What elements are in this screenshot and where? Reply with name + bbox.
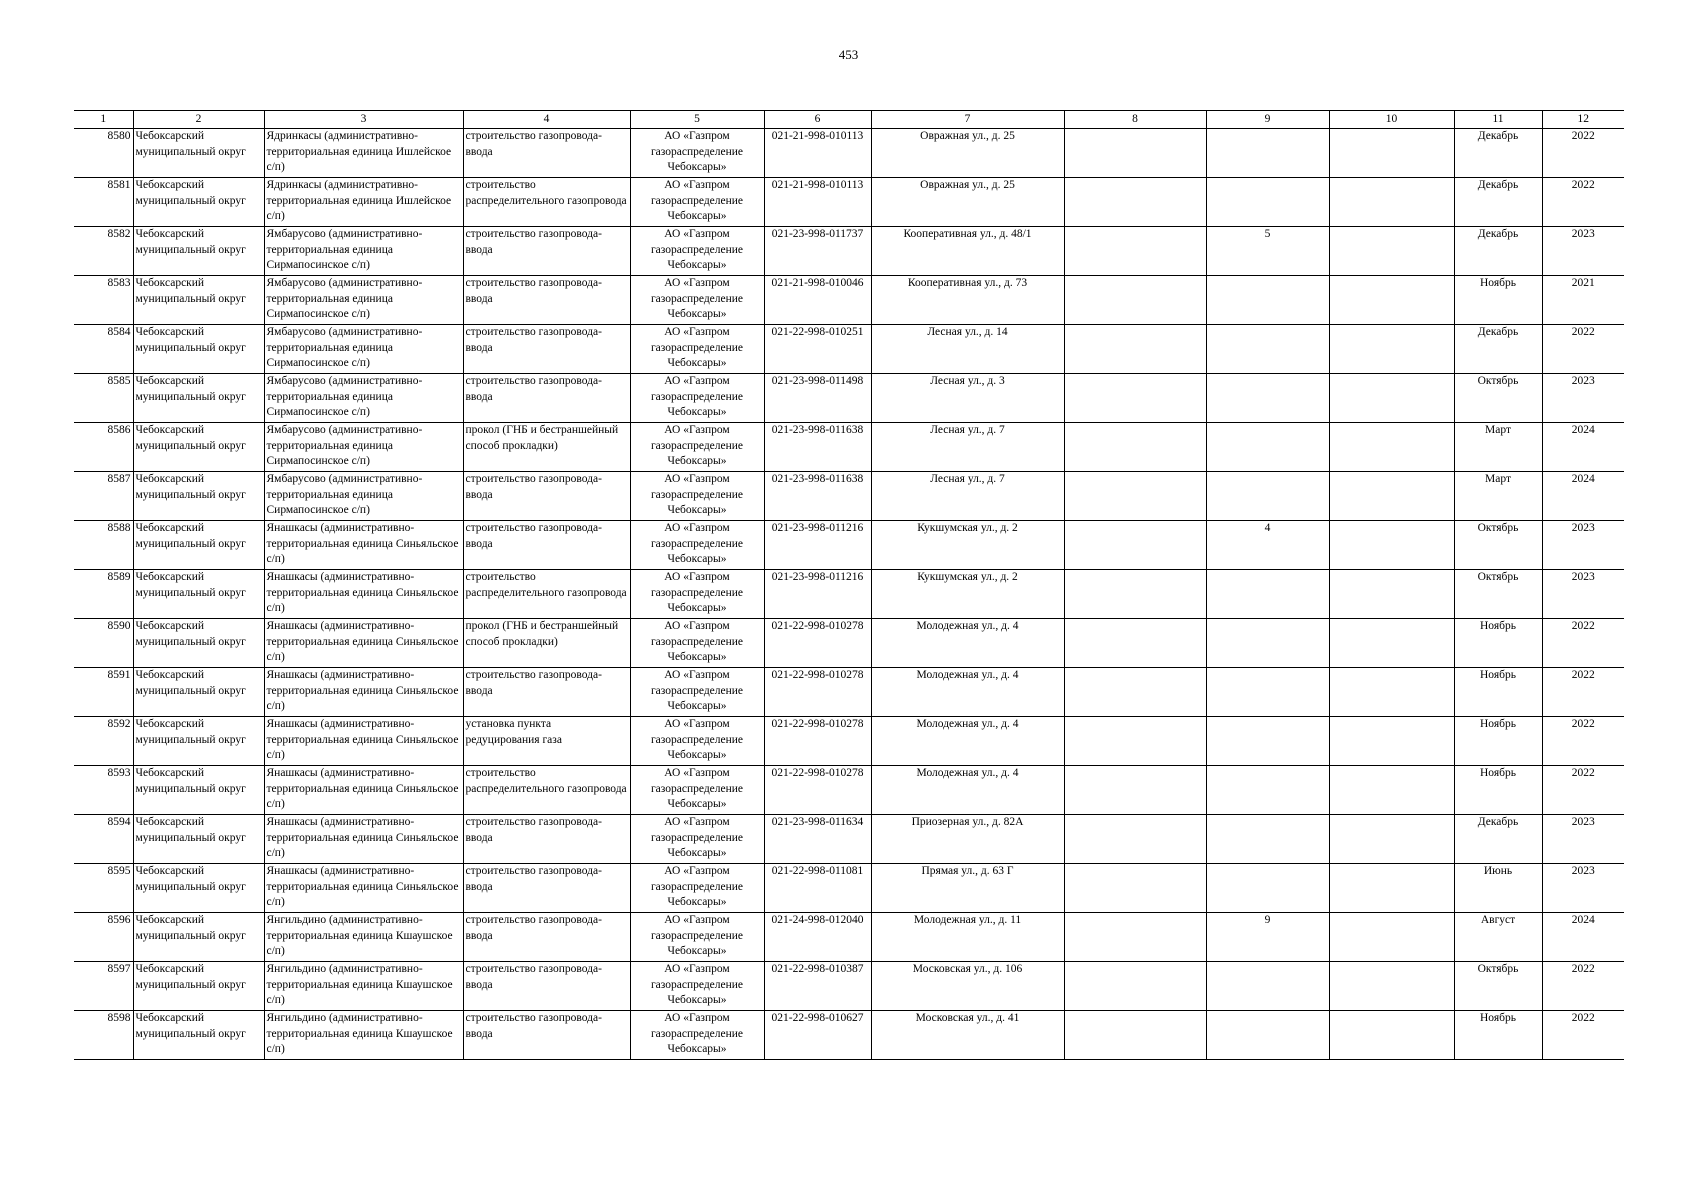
work-type-cell: строительство газопровода-ввода <box>463 815 630 864</box>
year-cell: 2023 <box>1542 570 1624 619</box>
column-9-cell <box>1206 1011 1329 1060</box>
settlement-cell: Ямбарусово (административно-территориальная единица Сирмапосинское с/п) <box>264 374 463 423</box>
column-8-cell <box>1064 766 1206 815</box>
table-body <box>74 129 1624 1060</box>
work-type-cell: строительство распределительного газопровода <box>463 570 630 619</box>
record-number-cell: 8595 <box>74 864 133 913</box>
district-cell: Чебоксарский муниципальный округ <box>133 374 264 423</box>
organization-cell: АО «Газпром газораспределение Чебоксары» <box>630 717 764 766</box>
address-cell: Московская ул., д. 106 <box>871 962 1064 1011</box>
column-8-cell <box>1064 423 1206 472</box>
column-9-cell <box>1206 717 1329 766</box>
application-number-cell: 021-22-998-010387 <box>764 962 871 1011</box>
work-type-cell: строительство распределительного газопровода <box>463 178 630 227</box>
settlement-cell: Янашкасы (административно-территориальная единица Синьяльское с/п) <box>264 717 463 766</box>
address-cell: Молодежная ул., д. 4 <box>871 668 1064 717</box>
column-10-cell <box>1329 717 1454 766</box>
year-cell: 2024 <box>1542 472 1624 521</box>
organization-cell: АО «Газпром газораспределение Чебоксары» <box>630 325 764 374</box>
record-number-cell: 8589 <box>74 570 133 619</box>
district-cell: Чебоксарский муниципальный округ <box>133 1011 264 1060</box>
table-row <box>74 1011 1624 1060</box>
work-type-cell: строительство газопровода-ввода <box>463 374 630 423</box>
district-cell: Чебоксарский муниципальный округ <box>133 227 264 276</box>
settlement-cell: Ядринкасы (административно-территориальная единица Ишлейское с/п) <box>264 129 463 178</box>
address-cell: Лесная ул., д. 7 <box>871 423 1064 472</box>
work-type-cell: установка пункта редуцирования газа <box>463 717 630 766</box>
table-row <box>74 864 1624 913</box>
work-type-cell: строительство газопровода-ввода <box>463 913 630 962</box>
column-9-cell: 9 <box>1206 913 1329 962</box>
address-cell: Прямая ул., д. 63 Г <box>871 864 1064 913</box>
month-cell: Декабрь <box>1454 129 1542 178</box>
organization-cell: АО «Газпром газораспределение Чебоксары» <box>630 668 764 717</box>
address-cell: Кооперативная ул., д. 73 <box>871 276 1064 325</box>
column-header: 2 <box>133 111 264 129</box>
column-8-cell <box>1064 717 1206 766</box>
district-cell: Чебоксарский муниципальный округ <box>133 570 264 619</box>
column-9-cell: 4 <box>1206 521 1329 570</box>
address-cell: Московская ул., д. 41 <box>871 1011 1064 1060</box>
table-row <box>74 521 1624 570</box>
column-8-cell <box>1064 276 1206 325</box>
settlement-cell: Ямбарусово (административно-территориальная единица Сирмапосинское с/п) <box>264 276 463 325</box>
column-header: 7 <box>871 111 1064 129</box>
application-number-cell: 021-22-998-010278 <box>764 619 871 668</box>
address-cell: Кукшумская ул., д. 2 <box>871 570 1064 619</box>
application-number-cell: 021-21-998-010113 <box>764 129 871 178</box>
column-8-cell <box>1064 815 1206 864</box>
application-number-cell: 021-21-998-010046 <box>764 276 871 325</box>
settlement-cell: Янашкасы (административно-территориальная единица Синьяльское с/п) <box>264 570 463 619</box>
table-row <box>74 178 1624 227</box>
record-number-cell: 8588 <box>74 521 133 570</box>
column-8-cell <box>1064 913 1206 962</box>
year-cell: 2022 <box>1542 766 1624 815</box>
month-cell: Ноябрь <box>1454 717 1542 766</box>
column-8-cell <box>1064 472 1206 521</box>
application-number-cell: 021-23-998-011216 <box>764 570 871 619</box>
application-number-cell: 021-23-998-011634 <box>764 815 871 864</box>
application-number-cell: 021-23-998-011638 <box>764 472 871 521</box>
application-number-cell: 021-22-998-010278 <box>764 668 871 717</box>
table-row <box>74 815 1624 864</box>
record-number-cell: 8583 <box>74 276 133 325</box>
organization-cell: АО «Газпром газораспределение Чебоксары» <box>630 276 764 325</box>
column-9-cell <box>1206 129 1329 178</box>
work-type-cell: прокол (ГНБ и бестраншейный способ прокладки) <box>463 619 630 668</box>
month-cell: Ноябрь <box>1454 619 1542 668</box>
settlement-cell: Янгильдино (административно-территориальная единица Кшаушское с/п) <box>264 962 463 1011</box>
month-cell: Март <box>1454 472 1542 521</box>
table-row <box>74 668 1624 717</box>
year-cell: 2022 <box>1542 619 1624 668</box>
application-number-cell: 021-23-998-011737 <box>764 227 871 276</box>
month-cell: Ноябрь <box>1454 668 1542 717</box>
record-number-cell: 8586 <box>74 423 133 472</box>
district-cell: Чебоксарский муниципальный округ <box>133 864 264 913</box>
application-number-cell: 021-22-998-010278 <box>764 717 871 766</box>
column-header: 11 <box>1454 111 1542 129</box>
year-cell: 2023 <box>1542 815 1624 864</box>
column-10-cell <box>1329 276 1454 325</box>
column-10-cell <box>1329 423 1454 472</box>
column-header: 6 <box>764 111 871 129</box>
organization-cell: АО «Газпром газораспределение Чебоксары» <box>630 766 764 815</box>
organization-cell: АО «Газпром газораспределение Чебоксары» <box>630 227 764 276</box>
column-header: 12 <box>1542 111 1624 129</box>
settlement-cell: Янашкасы (административно-территориальная единица Синьяльское с/п) <box>264 668 463 717</box>
organization-cell: АО «Газпром газораспределение Чебоксары» <box>630 472 764 521</box>
year-cell: 2024 <box>1542 913 1624 962</box>
column-8-cell <box>1064 619 1206 668</box>
gasification-registry-table <box>74 110 1624 1060</box>
column-9-cell <box>1206 815 1329 864</box>
work-type-cell: строительство газопровода-ввода <box>463 129 630 178</box>
application-number-cell: 021-22-998-010251 <box>764 325 871 374</box>
district-cell: Чебоксарский муниципальный округ <box>133 668 264 717</box>
column-10-cell <box>1329 374 1454 423</box>
record-number-cell: 8594 <box>74 815 133 864</box>
table-row <box>74 129 1624 178</box>
month-cell: Июнь <box>1454 864 1542 913</box>
application-number-cell: 021-23-998-011638 <box>764 423 871 472</box>
column-9-cell <box>1206 570 1329 619</box>
year-cell: 2023 <box>1542 864 1624 913</box>
month-cell: Август <box>1454 913 1542 962</box>
organization-cell: АО «Газпром газораспределение Чебоксары» <box>630 521 764 570</box>
record-number-cell: 8590 <box>74 619 133 668</box>
work-type-cell: строительство газопровода-ввода <box>463 864 630 913</box>
organization-cell: АО «Газпром газораспределение Чебоксары» <box>630 1011 764 1060</box>
column-10-cell <box>1329 129 1454 178</box>
record-number-cell: 8584 <box>74 325 133 374</box>
column-header: 10 <box>1329 111 1454 129</box>
column-9-cell <box>1206 864 1329 913</box>
year-cell: 2021 <box>1542 276 1624 325</box>
settlement-cell: Янгильдино (административно-территориальная единица Кшаушское с/п) <box>264 913 463 962</box>
table-row <box>74 374 1624 423</box>
application-number-cell: 021-23-998-011216 <box>764 521 871 570</box>
application-number-cell: 021-24-998-012040 <box>764 913 871 962</box>
table-row <box>74 962 1624 1011</box>
address-cell: Кукшумская ул., д. 2 <box>871 521 1064 570</box>
year-cell: 2022 <box>1542 129 1624 178</box>
column-9-cell <box>1206 668 1329 717</box>
header-row <box>74 111 1624 129</box>
year-cell: 2023 <box>1542 521 1624 570</box>
column-8-cell <box>1064 864 1206 913</box>
record-number-cell: 8580 <box>74 129 133 178</box>
column-10-cell <box>1329 472 1454 521</box>
column-header: 3 <box>264 111 463 129</box>
organization-cell: АО «Газпром газораспределение Чебоксары» <box>630 129 764 178</box>
work-type-cell: строительство газопровода-ввода <box>463 276 630 325</box>
year-cell: 2022 <box>1542 325 1624 374</box>
column-10-cell <box>1329 325 1454 374</box>
page-number: 453 <box>838 47 859 62</box>
record-number-cell: 8585 <box>74 374 133 423</box>
table-row <box>74 276 1624 325</box>
settlement-cell: Ямбарусово (административно-территориальная единица Сирмапосинское с/п) <box>264 227 463 276</box>
record-number-cell: 8581 <box>74 178 133 227</box>
district-cell: Чебоксарский муниципальный округ <box>133 325 264 374</box>
column-8-cell <box>1064 227 1206 276</box>
settlement-cell: Ямбарусово (административно-территориальная единица Сирмапосинское с/п) <box>264 325 463 374</box>
column-10-cell <box>1329 962 1454 1011</box>
year-cell: 2022 <box>1542 668 1624 717</box>
month-cell: Март <box>1454 423 1542 472</box>
district-cell: Чебоксарский муниципальный округ <box>133 962 264 1011</box>
address-cell: Лесная ул., д. 3 <box>871 374 1064 423</box>
column-9-cell: 5 <box>1206 227 1329 276</box>
year-cell: 2024 <box>1542 423 1624 472</box>
year-cell: 2022 <box>1542 717 1624 766</box>
column-9-cell <box>1206 178 1329 227</box>
table-row <box>74 766 1624 815</box>
column-8-cell <box>1064 668 1206 717</box>
organization-cell: АО «Газпром газораспределение Чебоксары» <box>630 864 764 913</box>
month-cell: Ноябрь <box>1454 1011 1542 1060</box>
column-8-cell <box>1064 374 1206 423</box>
work-type-cell: прокол (ГНБ и бестраншейный способ прокладки) <box>463 423 630 472</box>
column-10-cell <box>1329 178 1454 227</box>
record-number-cell: 8591 <box>74 668 133 717</box>
month-cell: Декабрь <box>1454 325 1542 374</box>
organization-cell: АО «Газпром газораспределение Чебоксары» <box>630 178 764 227</box>
settlement-cell: Ямбарусово (административно-территориальная единица Сирмапосинское с/п) <box>264 472 463 521</box>
organization-cell: АО «Газпром газораспределение Чебоксары» <box>630 423 764 472</box>
settlement-cell: Янашкасы (административно-территориальная единица Синьяльское с/п) <box>264 815 463 864</box>
organization-cell: АО «Газпром газораспределение Чебоксары» <box>630 913 764 962</box>
district-cell: Чебоксарский муниципальный округ <box>133 521 264 570</box>
month-cell: Декабрь <box>1454 178 1542 227</box>
settlement-cell: Янашкасы (административно-территориальная единица Синьяльское с/п) <box>264 766 463 815</box>
year-cell: 2022 <box>1542 962 1624 1011</box>
district-cell: Чебоксарский муниципальный округ <box>133 423 264 472</box>
column-10-cell <box>1329 227 1454 276</box>
settlement-cell: Янашкасы (административно-территориальная единица Синьяльское с/п) <box>264 521 463 570</box>
organization-cell: АО «Газпром газораспределение Чебоксары» <box>630 374 764 423</box>
column-9-cell <box>1206 325 1329 374</box>
column-header: 9 <box>1206 111 1329 129</box>
column-header: 1 <box>74 111 133 129</box>
table-header <box>74 111 1624 129</box>
column-9-cell <box>1206 472 1329 521</box>
column-10-cell <box>1329 1011 1454 1060</box>
district-cell: Чебоксарский муниципальный округ <box>133 766 264 815</box>
year-cell: 2023 <box>1542 227 1624 276</box>
application-number-cell: 021-21-998-010113 <box>764 178 871 227</box>
column-8-cell <box>1064 962 1206 1011</box>
address-cell: Молодежная ул., д. 4 <box>871 766 1064 815</box>
table-row <box>74 717 1624 766</box>
column-10-cell <box>1329 619 1454 668</box>
application-number-cell: 021-22-998-010627 <box>764 1011 871 1060</box>
address-cell: Лесная ул., д. 14 <box>871 325 1064 374</box>
work-type-cell: строительство газопровода-ввода <box>463 325 630 374</box>
district-cell: Чебоксарский муниципальный округ <box>133 815 264 864</box>
column-8-cell <box>1064 178 1206 227</box>
column-9-cell <box>1206 766 1329 815</box>
column-10-cell <box>1329 864 1454 913</box>
month-cell: Декабрь <box>1454 227 1542 276</box>
address-cell: Молодежная ул., д. 4 <box>871 619 1064 668</box>
settlement-cell: Ямбарусово (административно-территориальная единица Сирмапосинское с/п) <box>264 423 463 472</box>
month-cell: Октябрь <box>1454 374 1542 423</box>
year-cell: 2022 <box>1542 1011 1624 1060</box>
column-9-cell <box>1206 374 1329 423</box>
settlement-cell: Янашкасы (административно-территориальная единица Синьяльское с/п) <box>264 619 463 668</box>
column-9-cell <box>1206 962 1329 1011</box>
application-number-cell: 021-22-998-010278 <box>764 766 871 815</box>
organization-cell: АО «Газпром газораспределение Чебоксары» <box>630 962 764 1011</box>
table-row <box>74 913 1624 962</box>
district-cell: Чебоксарский муниципальный округ <box>133 717 264 766</box>
month-cell: Октябрь <box>1454 521 1542 570</box>
table-row <box>74 423 1624 472</box>
year-cell: 2022 <box>1542 178 1624 227</box>
month-cell: Ноябрь <box>1454 766 1542 815</box>
month-cell: Декабрь <box>1454 815 1542 864</box>
district-cell: Чебоксарский муниципальный округ <box>133 619 264 668</box>
record-number-cell: 8596 <box>74 913 133 962</box>
table-row <box>74 325 1624 374</box>
column-10-cell <box>1329 668 1454 717</box>
work-type-cell: строительство газопровода-ввода <box>463 521 630 570</box>
settlement-cell: Янгильдино (административно-территориальная единица Кшаушское с/п) <box>264 1011 463 1060</box>
year-cell: 2023 <box>1542 374 1624 423</box>
column-10-cell <box>1329 766 1454 815</box>
work-type-cell: строительство распределительного газопровода <box>463 766 630 815</box>
address-cell: Кооперативная ул., д. 48/1 <box>871 227 1064 276</box>
column-10-cell <box>1329 913 1454 962</box>
record-number-cell: 8593 <box>74 766 133 815</box>
work-type-cell: строительство газопровода-ввода <box>463 962 630 1011</box>
district-cell: Чебоксарский муниципальный округ <box>133 178 264 227</box>
column-8-cell <box>1064 1011 1206 1060</box>
column-10-cell <box>1329 570 1454 619</box>
address-cell: Молодежная ул., д. 4 <box>871 717 1064 766</box>
settlement-cell: Янашкасы (административно-территориальная единица Синьяльское с/п) <box>264 864 463 913</box>
column-8-cell <box>1064 325 1206 374</box>
record-number-cell: 8587 <box>74 472 133 521</box>
application-number-cell: 021-22-998-011081 <box>764 864 871 913</box>
column-10-cell <box>1329 815 1454 864</box>
month-cell: Ноябрь <box>1454 276 1542 325</box>
table-row <box>74 570 1624 619</box>
month-cell: Октябрь <box>1454 962 1542 1011</box>
organization-cell: АО «Газпром газораспределение Чебоксары» <box>630 815 764 864</box>
column-header: 5 <box>630 111 764 129</box>
record-number-cell: 8592 <box>74 717 133 766</box>
table-row <box>74 619 1624 668</box>
column-header: 4 <box>463 111 630 129</box>
work-type-cell: строительство газопровода-ввода <box>463 1011 630 1060</box>
work-type-cell: строительство газопровода-ввода <box>463 668 630 717</box>
column-10-cell <box>1329 521 1454 570</box>
work-type-cell: строительство газопровода-ввода <box>463 472 630 521</box>
address-cell: Овражная ул., д. 25 <box>871 129 1064 178</box>
column-header: 8 <box>1064 111 1206 129</box>
table-row <box>74 227 1624 276</box>
work-type-cell: строительство газопровода-ввода <box>463 227 630 276</box>
address-cell: Молодежная ул., д. 11 <box>871 913 1064 962</box>
record-number-cell: 8598 <box>74 1011 133 1060</box>
organization-cell: АО «Газпром газораспределение Чебоксары» <box>630 570 764 619</box>
district-cell: Чебоксарский муниципальный округ <box>133 276 264 325</box>
settlement-cell: Ядринкасы (административно-территориальная единица Ишлейское с/п) <box>264 178 463 227</box>
district-cell: Чебоксарский муниципальный округ <box>133 129 264 178</box>
record-number-cell: 8582 <box>74 227 133 276</box>
district-cell: Чебоксарский муниципальный округ <box>133 913 264 962</box>
column-9-cell <box>1206 423 1329 472</box>
address-cell: Лесная ул., д. 7 <box>871 472 1064 521</box>
column-8-cell <box>1064 521 1206 570</box>
column-9-cell <box>1206 276 1329 325</box>
record-number-cell: 8597 <box>74 962 133 1011</box>
district-cell: Чебоксарский муниципальный округ <box>133 472 264 521</box>
month-cell: Октябрь <box>1454 570 1542 619</box>
organization-cell: АО «Газпром газораспределение Чебоксары» <box>630 619 764 668</box>
address-cell: Приозерная ул., д. 82А <box>871 815 1064 864</box>
column-8-cell <box>1064 570 1206 619</box>
application-number-cell: 021-23-998-011498 <box>764 374 871 423</box>
column-9-cell <box>1206 619 1329 668</box>
table-row <box>74 472 1624 521</box>
address-cell: Овражная ул., д. 25 <box>871 178 1064 227</box>
column-8-cell <box>1064 129 1206 178</box>
